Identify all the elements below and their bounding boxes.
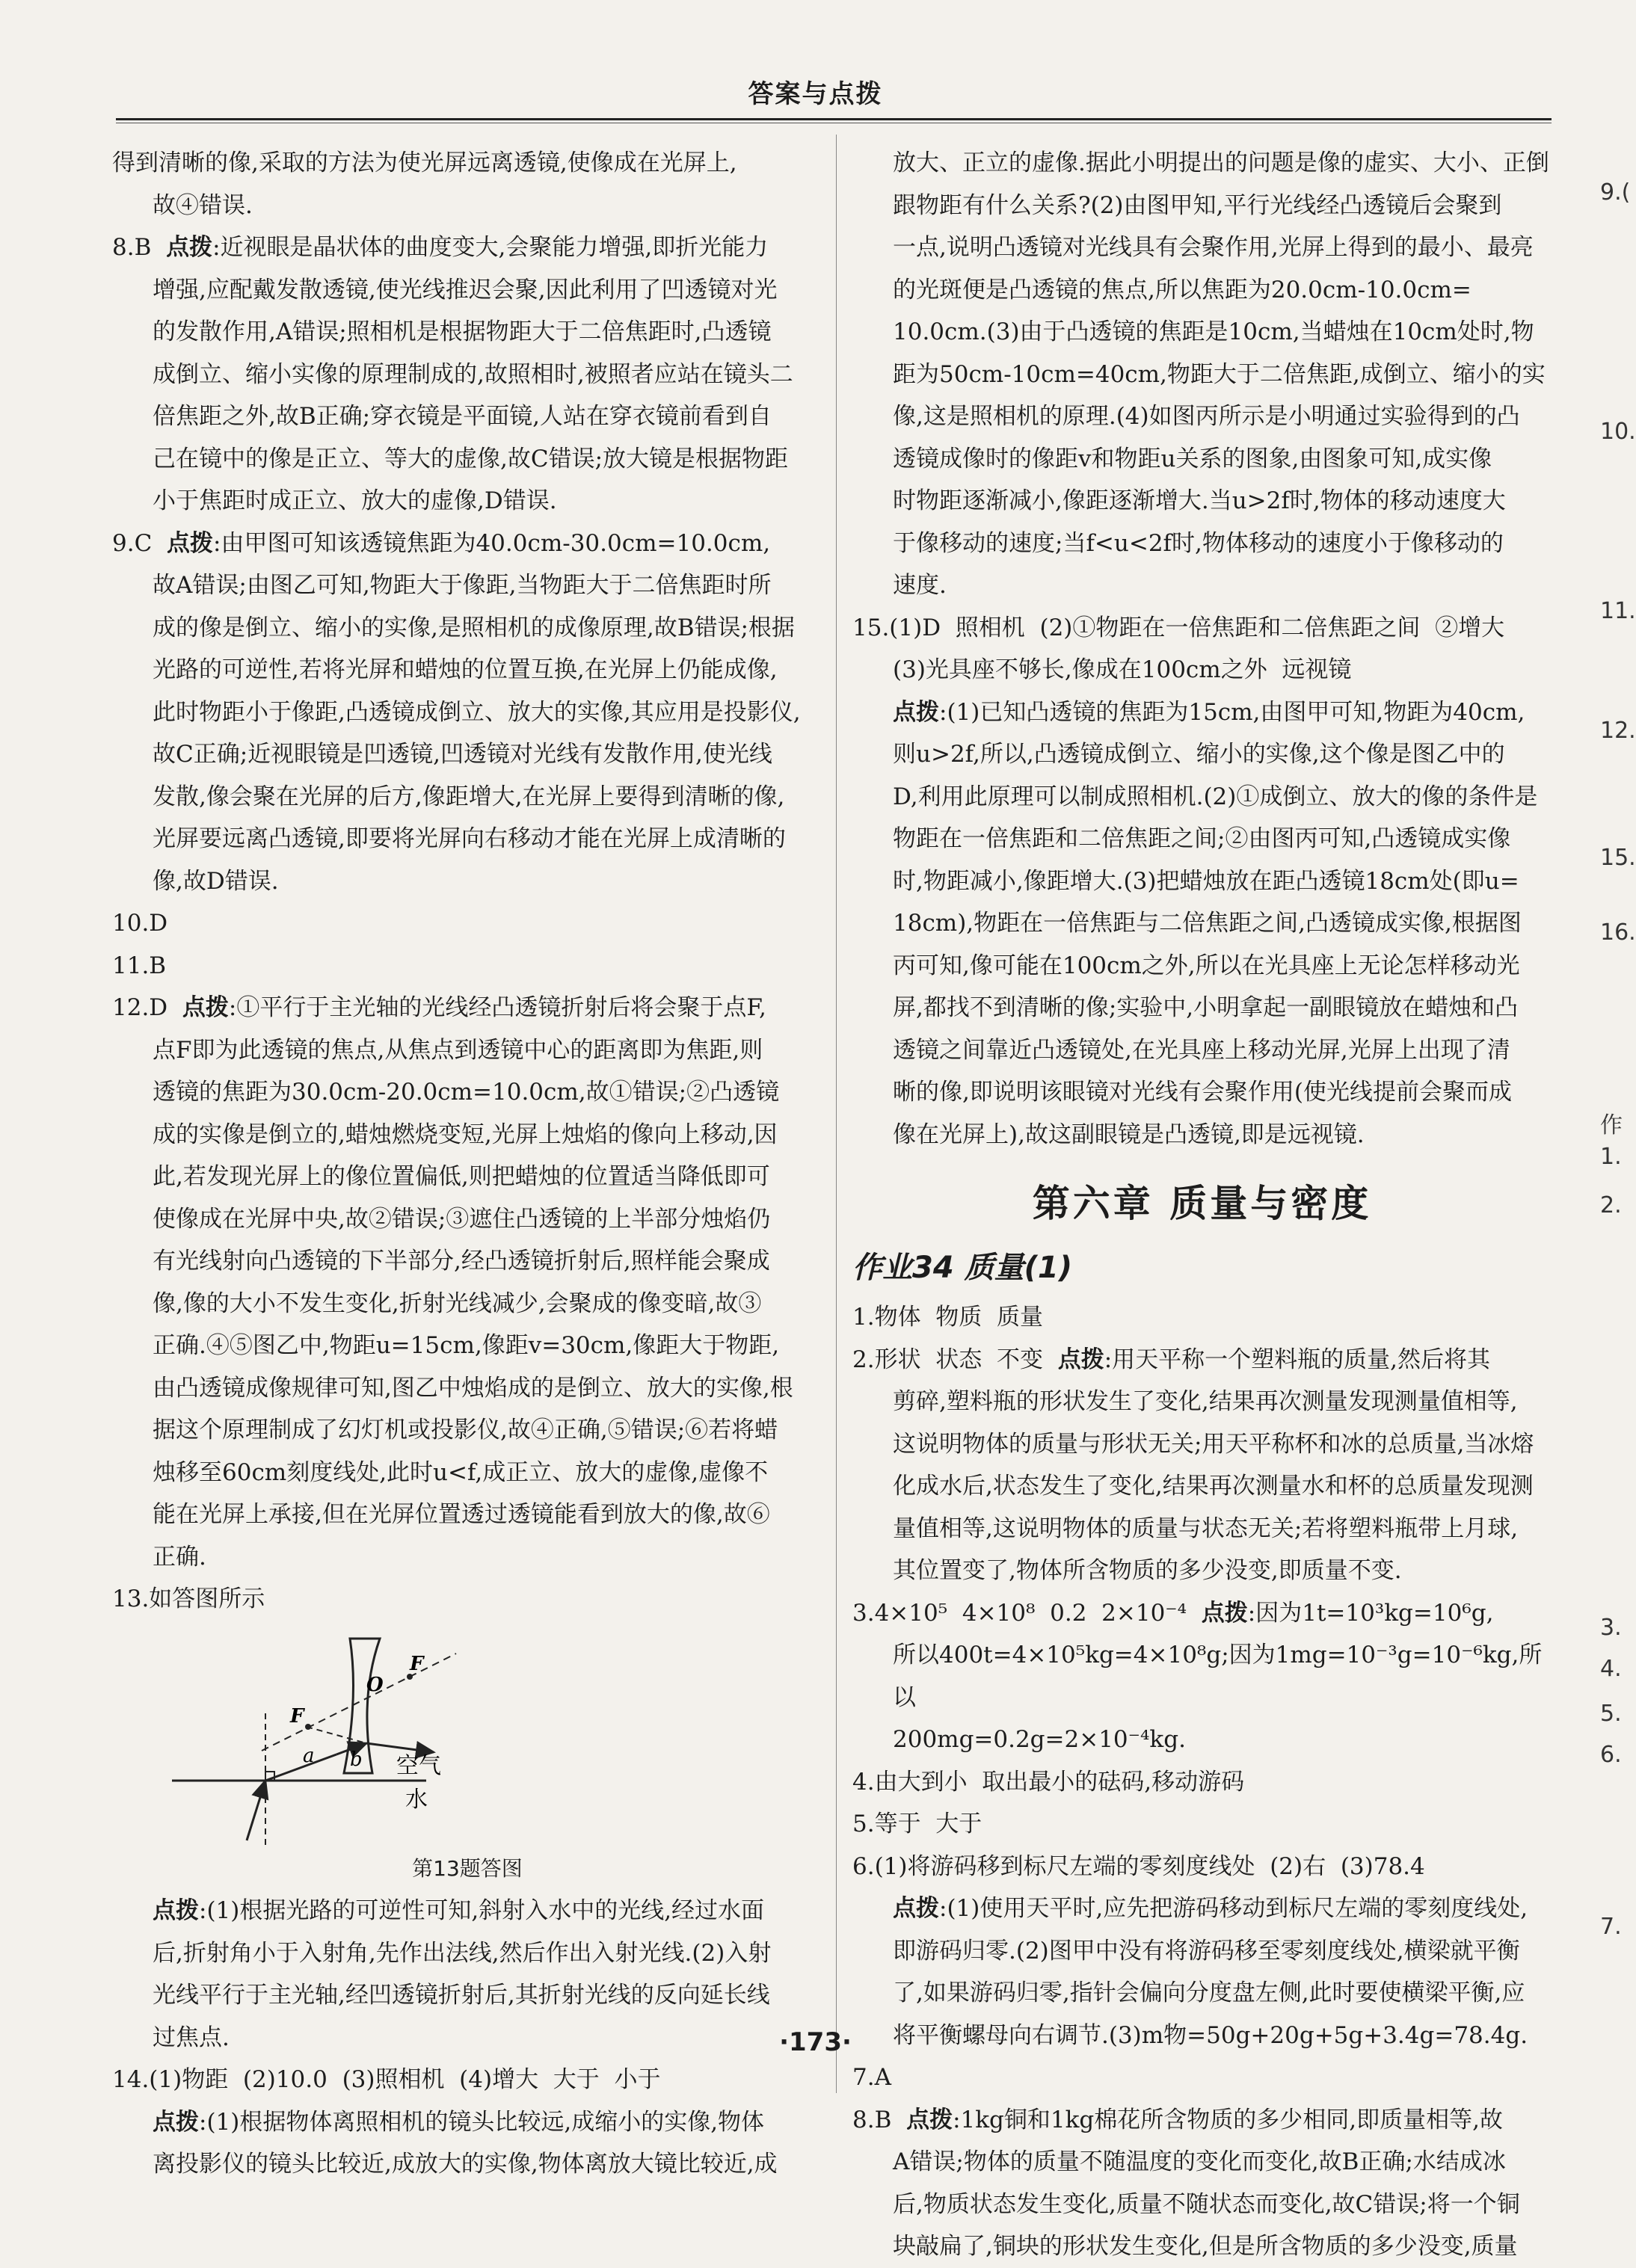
line-text: 10.D bbox=[112, 910, 168, 937]
line-text: 此时物距小于像距,凸透镜成倒立、放大的实像,其应用是投影仪, bbox=[153, 698, 801, 726]
page-header-title: 答案与点拨 bbox=[748, 79, 883, 109]
line-text: 使像成在光屏中央,故②错误;③遮住凸透镜的上半部分烛焰仍 bbox=[153, 1205, 771, 1233]
line-text: 光屏要远离凸透镜,即要将光屏向右移动才能在光屏上成清晰的 bbox=[153, 825, 786, 852]
line-text: (3)光具座不够长,像成在100cm之外 远视镜 bbox=[893, 656, 1352, 683]
line-text: 像,这是照相机的原理.(4)如图丙所示是小明通过实验得到的凸 bbox=[893, 403, 1520, 430]
line-text: 故④错误. bbox=[153, 191, 253, 219]
line-text: 5.等于 大于 bbox=[852, 1811, 982, 1837]
text-line bbox=[112, 311, 822, 354]
text-line bbox=[112, 185, 822, 227]
right-paragraphs bbox=[852, 142, 1552, 1156]
line-text: 成的实像是倒立的,蜡烛燃烧变短,光屏上烛焰的像向上移动,因 bbox=[153, 1121, 778, 1148]
text-line bbox=[112, 2143, 822, 2186]
line-text: 有光线射向凸透镜的下半部分,经凸透镜折射后,照样能会聚成 bbox=[153, 1248, 770, 1275]
text-line bbox=[112, 1409, 822, 1452]
text-line bbox=[112, 1114, 822, 1156]
label-air: 空气 bbox=[396, 1752, 441, 1779]
text-line bbox=[112, 1452, 822, 1494]
text-line bbox=[112, 902, 822, 945]
label-a: a bbox=[303, 1744, 315, 1767]
line-text: :1kg铜和1kg棉花所含物质的多少相同,即质量相等,故 bbox=[953, 2106, 1503, 2133]
answer-prefix: 9.C bbox=[112, 529, 167, 557]
line-text: 后,物质状态发生变化,质量不随状态而变化,故C错误;将一个铜 bbox=[893, 2190, 1520, 2218]
edge-fragment: 1. bbox=[1600, 1144, 1622, 1170]
text-line bbox=[112, 564, 822, 607]
edge-fragment: 4. bbox=[1600, 1656, 1622, 1682]
edge-fragment: 10. bbox=[1600, 419, 1636, 445]
edge-fragment: 12. bbox=[1600, 718, 1636, 744]
text-line bbox=[852, 185, 1552, 227]
line-text: 屏,都找不到清晰的像;实验中,小明拿起一副眼镜放在蜡烛和凸 bbox=[893, 994, 1519, 1021]
text-line bbox=[852, 1296, 1552, 1339]
text-line bbox=[852, 1888, 1552, 1930]
hint-label: 点拨 bbox=[153, 1897, 199, 1924]
text-line bbox=[112, 860, 822, 903]
hint-label: 点拨 bbox=[166, 234, 213, 261]
line-text: 200mg=0.2g=2×10⁻⁴kg. bbox=[893, 1726, 1186, 1753]
line-text: 于像移动的速度;当f<u<2f时,物体移动的速度小于像移动的 bbox=[893, 529, 1504, 557]
text-line bbox=[112, 2101, 822, 2144]
line-text: 了,如果游码归零,指针会偏向分度盘左侧,此时要使横梁平衡,应 bbox=[893, 1979, 1525, 2006]
text-line bbox=[112, 1325, 822, 1367]
line-text: 后,折射角小于入射角,先作出法线,然后作出入射光线.(2)入射 bbox=[153, 1939, 772, 1967]
text-line bbox=[852, 1465, 1552, 1508]
line-text: 一点,说明凸透镜对光线具有会聚作用,光屏上得到的最小、最亮 bbox=[893, 234, 1534, 261]
line-text: 的发散作用,A错误;照相机是根据物距大于二倍焦距时,凸透镜 bbox=[153, 318, 772, 345]
text-line bbox=[852, 1719, 1552, 1761]
line-text: 化成水后,状态发生了变化,结果再次测量水和杯的总质量发现测 bbox=[893, 1473, 1534, 1500]
text-line bbox=[852, 564, 1552, 607]
text-line bbox=[852, 1846, 1552, 1888]
line-text: 倍焦距之外,故B正确;穿衣镜是平面镜,人站在穿衣镜前看到自 bbox=[153, 403, 772, 430]
hint-label: 点拨 bbox=[182, 994, 229, 1021]
hint-label: 点拨 bbox=[893, 1895, 939, 1922]
text-line bbox=[852, 2099, 1552, 2142]
right-paragraphs-after bbox=[852, 1296, 1552, 2268]
line-text: 11.B bbox=[112, 952, 167, 979]
text-line bbox=[852, 523, 1552, 565]
line-text: 速度. bbox=[893, 572, 947, 599]
line-text: 增强,应配戴发散透镜,使光线推迟会聚,因此利用了凹透镜对光 bbox=[153, 276, 778, 303]
line-text: 像在光屏上),故这副眼镜是凸透镜,即是远视镜. bbox=[893, 1121, 1365, 1148]
line-text: 据这个原理制成了幻灯机或投影仪,故④正确,⑤错误;⑥若将蜡 bbox=[153, 1417, 778, 1443]
line-text: 由凸透镜成像规律可知,图乙中烛焰成的是倒立、放大的实像,根 bbox=[153, 1374, 793, 1402]
line-text: 故C正确;近视眼镜是凹透镜,凹透镜对光线有发散作用,使光线 bbox=[153, 741, 772, 768]
text-line bbox=[112, 1494, 822, 1536]
page-number: ·173· bbox=[779, 2027, 852, 2057]
line-text: :(1)根据光路的可逆性可知,斜射入水中的光线,经过水面 bbox=[199, 1897, 765, 1924]
text-line bbox=[852, 1634, 1552, 1719]
line-text: 则u>2f,所以,凸透镜成倒立、缩小的实像,这个像是图乙中的 bbox=[893, 741, 1505, 768]
text-line bbox=[852, 860, 1552, 903]
text-line bbox=[852, 227, 1552, 269]
focus-point-left bbox=[305, 1724, 311, 1730]
line-text: 过焦点. bbox=[153, 2024, 230, 2051]
label-b: b bbox=[350, 1748, 363, 1771]
answer-prefix: 2.形状 状态 不变 bbox=[852, 1346, 1058, 1373]
refraction-diagram bbox=[112, 1624, 822, 1848]
text-line bbox=[112, 1932, 822, 1975]
text-line bbox=[852, 311, 1552, 354]
line-text: 离投影仪的镜头比较近,成放大的实像,物体离放大镜比较近,成 bbox=[153, 2151, 778, 2178]
text-line bbox=[112, 1283, 822, 1325]
hint-label: 点拨 bbox=[167, 529, 214, 557]
text-line bbox=[852, 354, 1552, 396]
line-text: 时,物距减小,像距增大.(3)把蜡烛放在距凸透镜18cm处(即u= bbox=[893, 867, 1519, 895]
line-text: :用天平称一个塑料瓶的质量,然后将其 bbox=[1104, 1346, 1490, 1373]
text-line bbox=[852, 776, 1552, 819]
text-line bbox=[852, 269, 1552, 312]
text-line bbox=[112, 227, 822, 269]
text-line bbox=[852, 987, 1552, 1029]
edge-fragment: 3. bbox=[1600, 1615, 1622, 1641]
line-text: 块敲扁了,铜块的形状发生变化,但是所含物质的多少没变,质量 bbox=[893, 2233, 1518, 2260]
hint-label: 点拨 bbox=[1057, 1346, 1104, 1373]
line-text: 故A错误;由图乙可知,物距大于像距,当物距大于二倍焦距时所 bbox=[153, 572, 772, 599]
text-line bbox=[852, 2184, 1552, 2226]
header-rule bbox=[116, 118, 1552, 120]
hint-label: 点拨 bbox=[906, 2106, 953, 2133]
chapter-title: 第六章 质量与密度 bbox=[1032, 1182, 1372, 1225]
text-line bbox=[112, 776, 822, 819]
principal-axis bbox=[262, 1654, 456, 1751]
line-text: 点F即为此透镜的焦点,从焦点到透镜中心的距离即为焦距,则 bbox=[153, 1036, 763, 1064]
text-line bbox=[112, 480, 822, 523]
text-line bbox=[852, 649, 1552, 691]
line-text: :近视眼是晶状体的曲度变大,会聚能力增强,即折光能力 bbox=[212, 234, 769, 261]
line-text: 跟物距有什么关系?(2)由图甲知,平行光线经凸透镜后会聚到 bbox=[893, 191, 1502, 219]
line-text: 成的像是倒立、缩小的实像,是照相机的成像原理,故B错误;根据 bbox=[153, 614, 795, 641]
edge-fragment: 11. bbox=[1600, 598, 1636, 624]
hint-label: 点拨 bbox=[893, 698, 939, 726]
label-water: 水 bbox=[405, 1786, 428, 1813]
answer-prefix: 8.B bbox=[112, 234, 167, 261]
label-f-right: F bbox=[410, 1652, 424, 1675]
text-line bbox=[852, 1381, 1552, 1423]
line-text: 此,若发现光屏上的像位置偏低,则把蜡烛的位置适当降低即可 bbox=[153, 1163, 770, 1190]
text-line bbox=[112, 987, 822, 1029]
line-text: 13.如答图所示 bbox=[112, 1586, 265, 1612]
left-column bbox=[112, 142, 822, 2186]
label-o: O bbox=[366, 1673, 384, 1696]
text-line bbox=[852, 607, 1552, 650]
text-line bbox=[852, 480, 1552, 523]
text-line bbox=[112, 607, 822, 650]
text-line bbox=[852, 1550, 1552, 1592]
text-line bbox=[112, 1578, 822, 1621]
edge-fragment: 5. bbox=[1600, 1701, 1622, 1727]
text-line bbox=[112, 142, 822, 185]
text-line bbox=[852, 438, 1552, 481]
line-text: 光线平行于主光轴,经凹透镜折射后,其折射光线的反向延长线 bbox=[153, 1982, 770, 2009]
line-text: 所以400t=4×10⁵kg=4×10⁸g;因为1mg=10⁻³g=10⁻⁶kg,所以 bbox=[893, 1642, 1543, 1711]
text-line bbox=[852, 1071, 1552, 1114]
line-text: 透镜成像时的像距v和物距u关系的图象,由图象可知,成实像 bbox=[893, 445, 1492, 472]
edge-fragment: 6. bbox=[1600, 1742, 1622, 1768]
line-text: 透镜之间靠近凸透镜处,在光具座上移动光屏,光屏上出现了清 bbox=[893, 1036, 1510, 1064]
hint-label: 点拨 bbox=[1201, 1599, 1248, 1627]
line-text: 将平衡螺母向右调节.(3)m物=50g+20g+5g+3.4g=78.4g. bbox=[893, 2021, 1528, 2049]
answer-prefix: 3.4×10⁵ 4×10⁸ 0.2 2×10⁻⁴ bbox=[852, 1599, 1202, 1627]
text-line bbox=[852, 2056, 1552, 2099]
line-text: 其位置变了,物体所含物质的多少没变,即质量不变. bbox=[893, 1557, 1402, 1584]
text-line bbox=[112, 733, 822, 776]
line-text: 6.(1)将游码移到标尺左端的零刻度线处 (2)右 (3)78.4 bbox=[852, 1852, 1425, 1880]
text-line bbox=[112, 1156, 822, 1198]
line-text: 量值相等,这说明物体的质量与状态无关;若将塑料瓶带上月球, bbox=[893, 1514, 1519, 1542]
line-text: 7.A bbox=[852, 2064, 891, 2091]
edge-fragment: 9.( bbox=[1600, 179, 1631, 206]
text-line bbox=[852, 1761, 1552, 1804]
figure-13 bbox=[112, 1624, 822, 1848]
text-line bbox=[852, 1972, 1552, 2015]
text-line bbox=[112, 945, 822, 987]
line-text: 发散,像会聚在光屏的后方,像距增大,在光屏上要得到清晰的像, bbox=[153, 783, 785, 810]
line-text: 烛移至60cm刻度线处,此时u<f,成正立、放大的虚像,虚像不 bbox=[153, 1458, 769, 1486]
text-line bbox=[112, 1536, 822, 1579]
text-line bbox=[112, 1071, 822, 1114]
line-text: 14.(1)物距 (2)10.0 (3)照相机 (4)增大 大于 小于 bbox=[112, 2066, 661, 2093]
text-line bbox=[852, 1592, 1552, 1635]
ray-a bbox=[265, 1754, 336, 1781]
hint-label: 点拨 bbox=[153, 2108, 199, 2136]
extension-line bbox=[307, 1727, 366, 1743]
refracted-ray bbox=[247, 1781, 265, 1840]
line-text: 物距在一倍焦距和二倍焦距之间;②由图丙可知,凸透镜成实像 bbox=[893, 825, 1511, 852]
text-line bbox=[852, 1803, 1552, 1846]
line-text: 放大、正立的虚像.据此小明提出的问题是像的虚实、大小、正倒 bbox=[893, 150, 1549, 176]
line-text: :(1)根据物体离照相机的镜头比较远,成缩小的实像,物体 bbox=[199, 2108, 765, 2136]
line-text: 像,像的大小不发生变化,折射光线减少,会聚成的像变暗,故③ bbox=[153, 1289, 762, 1317]
ray-b bbox=[366, 1743, 434, 1752]
text-line bbox=[852, 1930, 1552, 1973]
text-line bbox=[852, 733, 1552, 776]
line-text: 光路的可逆性,若将光屏和蜡烛的位置互换,在光屏上仍能成像, bbox=[153, 656, 778, 683]
line-text: :(1)使用天平时,应先把游码移动到标尺左端的零刻度线处, bbox=[939, 1895, 1528, 1922]
answer-prefix: 8.B bbox=[852, 2106, 907, 2133]
text-line bbox=[112, 1367, 822, 1410]
text-line bbox=[852, 1423, 1552, 1466]
text-line bbox=[852, 2141, 1552, 2184]
line-text: 时物距逐渐减小,像距逐渐增大.当u>2f时,物体的移动速度大 bbox=[893, 487, 1506, 514]
text-line bbox=[852, 395, 1552, 438]
line-text: 晰的像,即说明该眼镜对光线有会聚作用(使光线提前会聚而成 bbox=[893, 1079, 1512, 1106]
line-text: D,利用此原理可以制成照相机.(2)①成倒立、放大的像的条件是 bbox=[893, 783, 1538, 810]
line-text: A错误;物体的质量不随温度的变化而变化,故B正确;水结成冰 bbox=[893, 2148, 1506, 2175]
line-text: 透镜的焦距为30.0cm-20.0cm=10.0cm,故①错误;②凸透镜 bbox=[153, 1079, 780, 1106]
text-line bbox=[852, 818, 1552, 860]
text-line bbox=[112, 438, 822, 481]
answer-prefix: 12.D bbox=[112, 994, 182, 1021]
line-text: 像,故D错误. bbox=[153, 867, 279, 895]
left-paragraphs bbox=[112, 142, 822, 1621]
line-text: 正确.④⑤图乙中,物距u=15cm,像距v=30cm,像距大于物距, bbox=[153, 1332, 780, 1359]
text-line bbox=[112, 395, 822, 438]
line-text: 15.(1)D 照相机 (2)①物距在一倍焦距和二倍焦距之间 ②增大 bbox=[852, 614, 1505, 641]
line-text: 10.0cm.(3)由于凸透镜的焦距是10cm,当蜡烛在10cm处时,物 bbox=[893, 318, 1534, 345]
edge-fragment: 16. bbox=[1600, 919, 1636, 946]
line-text: 4.由大到小 取出最小的砝码,移动游码 bbox=[852, 1768, 1245, 1796]
line-text: 剪碎,塑料瓶的形状发生了变化,结果再次测量发现测量值相等, bbox=[893, 1388, 1518, 1415]
edge-fragment: 7. bbox=[1600, 1914, 1622, 1940]
text-line bbox=[112, 269, 822, 312]
line-text: 己在镜中的像是正立、等大的虚像,故C错误;放大镜是根据物距 bbox=[153, 445, 789, 472]
text-line bbox=[852, 945, 1552, 987]
line-text: 18cm),物距在一倍焦距与二倍焦距之间,凸透镜成实像,根据图 bbox=[893, 910, 1522, 937]
line-text: 得到清晰的像,采取的方法为使光屏远离透镜,使像成在光屏上, bbox=[112, 150, 737, 176]
homework-title: 作业34 质量(1) bbox=[852, 1251, 1072, 1285]
text-line bbox=[852, 142, 1552, 185]
line-text: :①平行于主光轴的光线经凸透镜折射后将会聚于点F, bbox=[228, 994, 766, 1021]
line-text: 丙可知,像可能在100cm之外,所以在光具座上无论怎样移动光 bbox=[893, 952, 1520, 979]
text-line bbox=[852, 1029, 1552, 1072]
text-line bbox=[852, 691, 1552, 734]
text-line bbox=[112, 818, 822, 860]
text-line bbox=[112, 523, 822, 565]
text-line bbox=[112, 691, 822, 734]
line-text: :因为1t=10³kg=10⁶g, bbox=[1247, 1599, 1494, 1627]
text-line bbox=[112, 1198, 822, 1241]
text-line bbox=[852, 1508, 1552, 1550]
column-divider bbox=[836, 135, 837, 2093]
text-line bbox=[852, 1339, 1552, 1381]
text-line bbox=[852, 1114, 1552, 1156]
right-column bbox=[852, 142, 1552, 2268]
text-line bbox=[112, 1029, 822, 1072]
text-line bbox=[112, 1890, 822, 1932]
line-text: 能在光屏上承接,但在光屏位置透过透镜能看到放大的像,故⑥ bbox=[153, 1501, 770, 1528]
text-line bbox=[112, 1240, 822, 1283]
text-line bbox=[112, 354, 822, 396]
line-text: 1.物体 物质 质量 bbox=[852, 1304, 1043, 1331]
line-text: 即游码归零.(2)图甲中没有将游码移至零刻度线处,横梁就平衡 bbox=[893, 1937, 1520, 1965]
text-line bbox=[112, 649, 822, 691]
text-line bbox=[112, 2059, 822, 2101]
figure-caption: 第13题答图 bbox=[412, 1855, 523, 1881]
text-line bbox=[112, 1974, 822, 2017]
text-line bbox=[852, 2225, 1552, 2268]
label-f-left: F bbox=[290, 1704, 304, 1728]
line-text: :(1)已知凸透镜的焦距为15cm,由图甲可知,物距为40cm, bbox=[939, 698, 1525, 726]
edge-fragment: 2. bbox=[1600, 1192, 1622, 1218]
line-text: 正确. bbox=[153, 1543, 206, 1571]
line-text: 这说明物体的质量与形状无关;用天平称杯和冰的总质量,当冰熔 bbox=[893, 1430, 1534, 1458]
line-text: 距为50cm-10cm=40cm,物距大于二倍焦距,成倒立、缩小的实 bbox=[893, 360, 1546, 388]
line-text: 的光斑便是凸透镜的焦点,所以焦距为20.0cm-10.0cm= bbox=[893, 276, 1472, 303]
text-line bbox=[852, 902, 1552, 945]
edge-fragment: 15. bbox=[1600, 845, 1636, 871]
line-text: :由甲图可知该透镜焦距为40.0cm-30.0cm=10.0cm, bbox=[213, 529, 771, 557]
line-text: 成倒立、缩小实像的原理制成的,故照相时,被照者应站在镜头二 bbox=[153, 360, 793, 388]
line-text: 小于焦距时成正立、放大的虚像,D错误. bbox=[153, 487, 557, 514]
edge-fragment: 作 bbox=[1600, 1112, 1623, 1138]
